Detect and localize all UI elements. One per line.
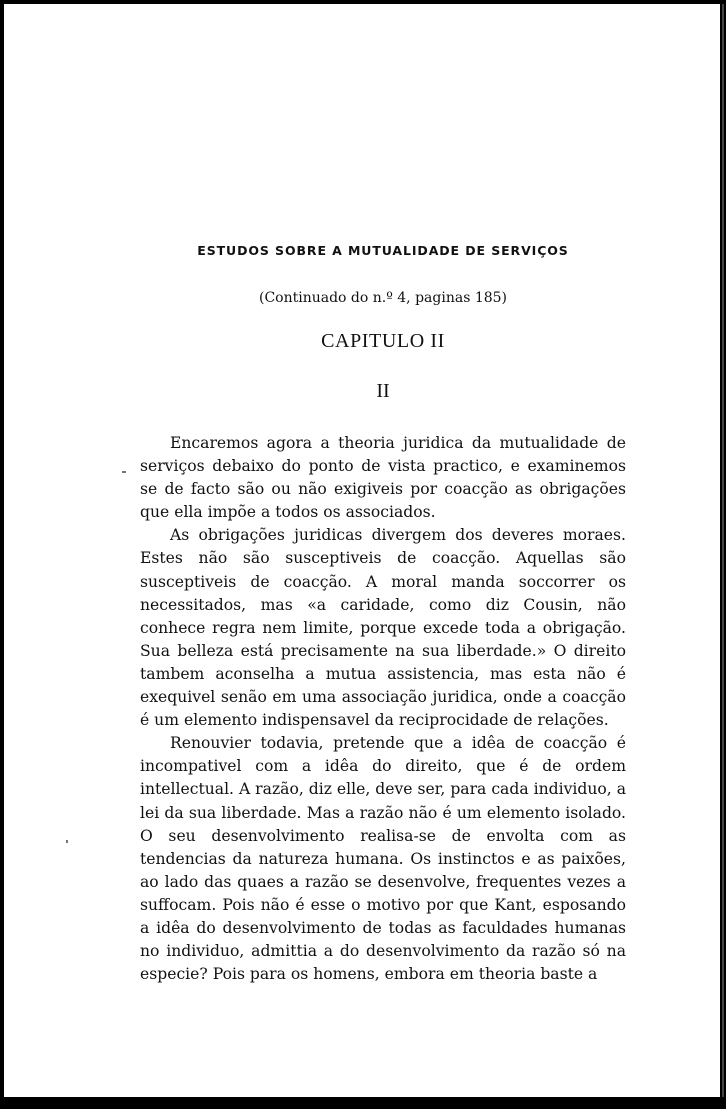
continuation-note: (Continuado do n.º 4, paginas 185)	[258, 290, 508, 306]
page-edge	[722, 4, 724, 1097]
page	[4, 4, 720, 1097]
margin-mark	[122, 471, 126, 473]
paragraph: As obrigações juridicas divergem dos deveres moraes. Estes não são susceptiveis de coacção. Aquellas são susceptiveis de coacção. A moral manda soccorrer os necessitados, mas «a caridade, como diz Cousin, não conhece regra nem limite, porque excede toda a obrigação. Sua belleza está precisamente na sua liberdade.» O direito tambem aconselha a mutua assistencia, mas esta não é exequivel senão em uma associação juridica, onde a coacção é um elemento indispensavel da reciprocidade de relações.	[140, 526, 626, 730]
body-text	[140, 432, 626, 986]
paragraph: Renouvier todavia, pretende que a idêa de coacção é incompativel com a idêa do direito, que é de ordem intellectual. A razão, diz elle, deve ser, para cada individuo, a lei da sua liberdade. Mas a razão não é um elemento isolado. O seu desenvolvimento realisa-se de envolta com as tendencias da natureza humana. Os instinctos e as paixões, ao lado das quaes a razão se desenvolve, frequentes vezes a suffocam. Pois não é esse o motivo por que Kant, esposando a idêa do desenvolvimento de todas as faculdades humanas no individuo, admittia a do desenvolvimento da razão só na especie? Pois para os homens, embora em theoria baste a	[140, 734, 627, 984]
text-block	[140, 240, 626, 986]
article-title: ESTUDOS SOBRE A MUTUALIDADE DE SERVIÇOS	[197, 243, 569, 258]
margin-mark	[66, 840, 68, 843]
bleed-through-marks	[596, 124, 636, 234]
chapter-heading: CAPITULO II	[321, 330, 445, 352]
section-heading: II	[376, 380, 390, 402]
paragraph: Encaremos agora a theoria juridica da mutualidade de serviços debaixo do ponto de vista practico, e examinemos se de facto são ou não exigiveis por coacção as obrigações que ella impõe a todos os associados.	[140, 434, 626, 522]
